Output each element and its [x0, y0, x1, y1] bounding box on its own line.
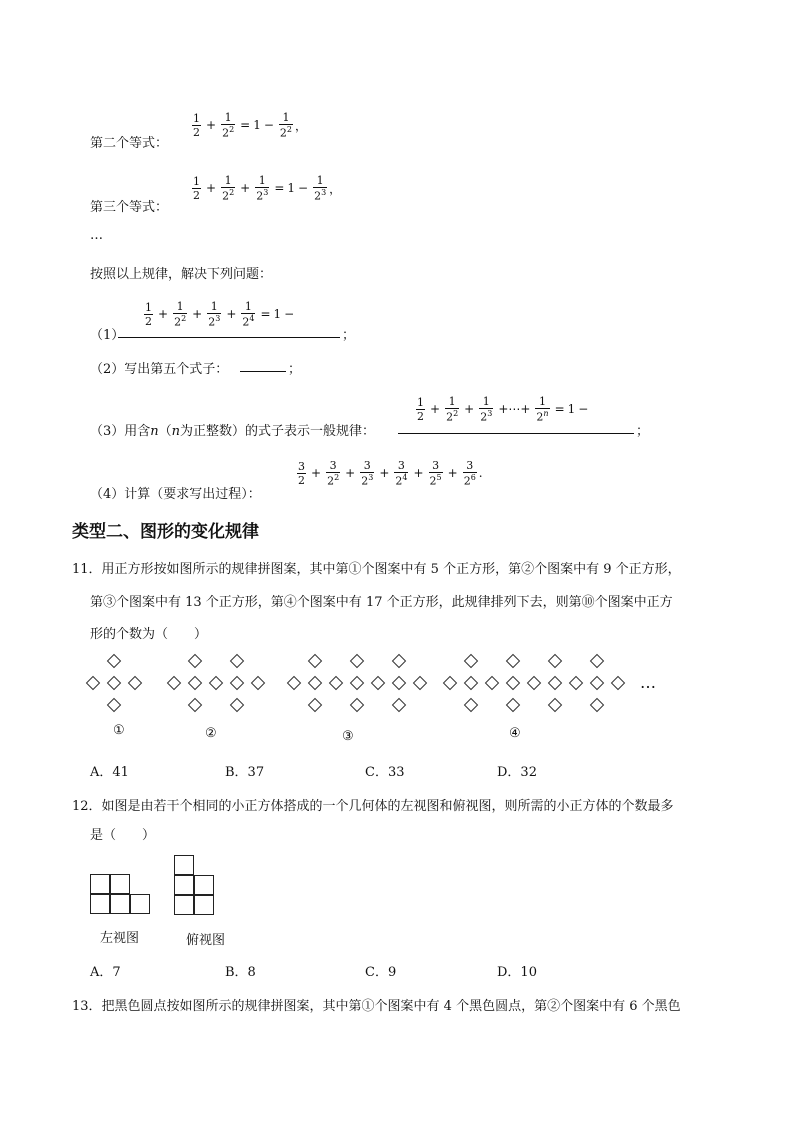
- q10-part2-text: （2）写出第五个式子：: [90, 362, 229, 377]
- q11-square-diamond: [189, 655, 202, 668]
- q10-part4-formula: $\frac{3}{2}$ + $\frac{3}{2^2}$ + $\frac{3}{2^3}$ + $\frac{3}{2^4}$ + $\frac{3}{2^5}$ + $\frac{3}{2^6}$ .: [298, 459, 483, 488]
- q11-square-diamond: [189, 699, 202, 712]
- q11-square-diamond: [486, 677, 499, 690]
- q11-square-diamond: [231, 677, 244, 690]
- q10-part1-formula: $\frac{1}{2}$ + $\frac{1}{2^2}$ + $\frac{1}{2^3}$ + $\frac{1}{2^4}$ = 1 −: [145, 300, 295, 329]
- q11-text-line2: 第③个图案中有 13 个正方形，第④个图案中有 17 个正方形，此规律排列下去，则第⑩个图案中正方: [90, 595, 673, 610]
- q11-square-diamond: [393, 655, 406, 668]
- q11-fig-label-2: ②: [205, 726, 217, 741]
- q11-square-diamond: [108, 655, 121, 668]
- eq3-label: 第三个等式：: [90, 200, 169, 215]
- q11-square-diamond: [549, 655, 562, 668]
- q11-square-diamond: [591, 699, 604, 712]
- q11-square-diamond: [351, 699, 364, 712]
- q11-fig-label-3: ③: [342, 729, 354, 744]
- q10-part1-label: （1）: [90, 328, 125, 343]
- q11-square-diamond: [612, 677, 625, 690]
- q11-square-diamond: [591, 677, 604, 690]
- q11-square-diamond: [108, 699, 121, 712]
- q12-left-view: [90, 874, 152, 916]
- q11-diamond-patterns: [80, 648, 680, 716]
- q11-square-diamond: [168, 677, 181, 690]
- q12-left-view-label: 左视图: [100, 931, 140, 946]
- q10-part1-semicolon: ；: [342, 328, 356, 343]
- q11-square-diamond: [330, 677, 343, 690]
- q11-square-diamond: [231, 655, 244, 668]
- q10-part3-answer-blank[interactable]: [398, 419, 634, 434]
- q11-more-ellipsis: …: [640, 673, 656, 692]
- q10-part2-semicolon: ；: [288, 362, 302, 377]
- eq2-formula: $\frac{1}{2}$ + $\frac{1}{2^2}$ = 1 − $\frac{1}{2^2}$ ，: [193, 111, 308, 140]
- instruction-text: 按照以上规律，解决下列问题：: [90, 267, 273, 282]
- q11-fig-label-4: ④: [509, 726, 521, 741]
- q12-top-view: [174, 855, 216, 917]
- q13-text-line1: 13．把黑色圆点按如图所示的规律拼图案，其中第①个图案中有 4 个黑色圆点，第②个图案中有 6 个黑色: [72, 999, 681, 1014]
- q11-square-diamond: [465, 655, 478, 668]
- q12-choice-d[interactable]: D．10: [497, 965, 537, 980]
- q11-square-diamond: [393, 677, 406, 690]
- q12-text-line1: 12．如图是由若干个相同的小正方体搭成的一个几何体的左视图和俯视图，则所需的小正方体的个数最多: [72, 799, 674, 814]
- q11-square-diamond: [288, 677, 301, 690]
- q12-choice-c[interactable]: C．9: [365, 965, 397, 980]
- q11-square-diamond: [507, 677, 520, 690]
- q11-square-diamond: [129, 677, 142, 690]
- q10-part3-semicolon: ；: [636, 424, 650, 439]
- q11-square-diamond: [465, 677, 478, 690]
- q11-square-diamond: [210, 677, 223, 690]
- ellipsis: …: [90, 228, 103, 243]
- q11-square-diamond: [591, 655, 604, 668]
- q11-square-diamond: [309, 677, 322, 690]
- q11-square-diamond: [444, 677, 457, 690]
- q10-part1-answer-blank[interactable]: [118, 323, 340, 338]
- q11-square-diamond: [231, 699, 244, 712]
- eq3-formula: $\frac{1}{2}$ + $\frac{1}{2^2}$ + $\frac{1}{2^3}$ = 1 − $\frac{1}{2^3}$ ，: [193, 174, 342, 203]
- q11-square-diamond: [309, 655, 322, 668]
- q11-square-diamond: [372, 677, 385, 690]
- q11-square-diamond: [507, 655, 520, 668]
- q11-square-diamond: [528, 677, 541, 690]
- q10-part3-formula: $\frac{1}{2}$ + $\frac{1}{2^2}$ + $\frac{1}{2^3}$ +⋯+ $\frac{1}{2^n}$ = 1 −: [417, 395, 589, 424]
- q11-square-diamond: [309, 699, 322, 712]
- eq2-label: 第二个等式：: [90, 136, 169, 151]
- q11-square-diamond: [507, 699, 520, 712]
- q12-choice-b[interactable]: B．8: [225, 965, 256, 980]
- q12-top-view-label: 俯视图: [186, 933, 226, 948]
- q11-square-diamond: [189, 677, 202, 690]
- q11-choice-b[interactable]: B．37: [225, 765, 265, 780]
- q11-square-diamond: [465, 699, 478, 712]
- q11-choice-a[interactable]: A．41: [90, 765, 129, 780]
- q11-square-diamond: [252, 677, 265, 690]
- q11-fig-label-1: ①: [113, 723, 125, 738]
- q11-square-diamond: [351, 677, 364, 690]
- section-heading: 类型二、图形的变化规律: [72, 522, 259, 542]
- q11-choice-c[interactable]: C．33: [365, 765, 405, 780]
- q10-part4-text: （4）计算（要求写出过程）：: [90, 487, 261, 502]
- q11-text-line1: 11．用正方形按如图所示的规律拼图案，其中第①个图案中有 5 个正方形，第②个图案中有 9 个正方形，: [72, 562, 681, 577]
- q11-choice-d[interactable]: D．32: [497, 765, 537, 780]
- q11-text-line3: 形的个数为（ ）: [90, 627, 208, 642]
- q11-square-diamond: [570, 677, 583, 690]
- q11-square-diamond: [414, 677, 427, 690]
- q11-square-diamond: [549, 677, 562, 690]
- q10-part2-answer-blank[interactable]: [240, 357, 286, 372]
- q10-part3-text: （3）用含n（n为正整数）的式子表示一般规律：: [90, 424, 376, 439]
- q12-text-line2: 是（ ）: [90, 828, 156, 843]
- q11-square-diamond: [87, 677, 100, 690]
- q11-square-diamond: [108, 677, 121, 690]
- q11-square-diamond: [549, 699, 562, 712]
- q11-square-diamond: [393, 699, 406, 712]
- q12-choice-a[interactable]: A．7: [90, 965, 121, 980]
- q11-square-diamond: [351, 655, 364, 668]
